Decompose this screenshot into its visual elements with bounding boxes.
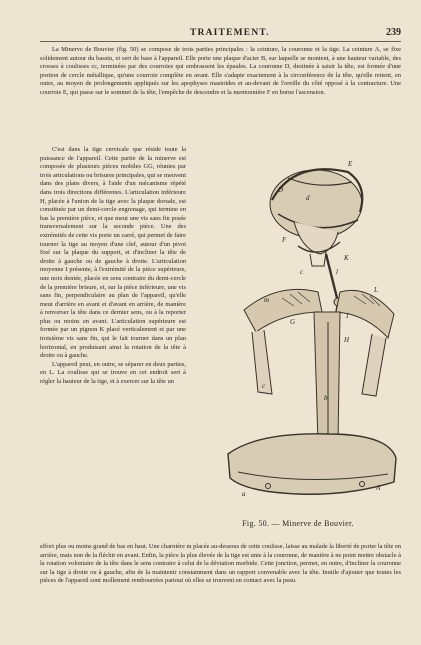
svg-text:E: E: [348, 160, 353, 168]
running-title: TRAITEMENT.: [190, 28, 270, 38]
svg-text:L: L: [374, 286, 378, 294]
svg-text:c: c: [300, 268, 304, 276]
svg-text:l: l: [336, 268, 338, 276]
figure-caption: Fig. 50. — Minerve de Bouvier.: [242, 519, 354, 528]
svg-text:G: G: [290, 318, 296, 326]
minerve-drawing: [198, 142, 398, 514]
page-number: 239: [386, 27, 401, 38]
svg-text:A: A: [376, 484, 381, 492]
paragraph: La Minerve de Bouvier (fig. 50) se compose de trois parties principales : la ceinture, la couronne et la tige. La ceinture A, se fixe solidement autour du bassin, et sert de base à l'appareil. Elle porte une plaque d'acier B, sur laquelle se montent, à une hauteur variable, des crosses à coulisses cc, terminées par des courroies qui embrassent les épaules. La couronne D, destinée à saisir la tête, est formée d'une portion de cercle métallique, qu'une courroie complète en avant. Elle s'adapte exactement à la circonférence de la tête, qu'elle retient, en outre, au moyen de prolongements appliqués sur les apophyses mastoïdes et au-devant de l'oreille du côté opposé à la contracture. Une courroie E, qui passe sur le sommet de la tête, l'empêche de descendre et la mentonnière F en borne l'ascension.: [40, 46, 401, 96]
running-header: [40, 28, 401, 40]
minerve-illustration: [198, 142, 398, 514]
svg-text:a: a: [242, 490, 246, 498]
svg-text:m: m: [264, 296, 270, 304]
paragraph: effort plus ou moins grand de bas en haut. Une charnière m placée au-dessous de cette coulisse, laisse au malade la liberté de porter la tête en arrière, mais non de la fléchir en avant. Enfin, la pièce la plus élevée de la tige est unie à la couronne, de manière à ne point mettre obstacle à la rotation volontaire de la tête dans le sens contraire à celui de la déviation morbide. Cette jonction, permet, en outre, d'incliner la couronne sur la tige à droite ou à gauche, afin de la maintenir constamment dans un rapport convenable avec la tête. Inutile d'ajouter que toutes les pièces de l'appareil sont mollement rembourrées partout où elles se trouvent en contact avec la peau.: [40, 543, 401, 585]
svg-text:H: H: [344, 336, 350, 344]
svg-text:I: I: [346, 312, 349, 320]
closing-paragraph-block: [40, 543, 401, 586]
svg-text:D: D: [278, 186, 284, 194]
svg-text:F: F: [282, 236, 287, 244]
svg-text:K: K: [344, 254, 349, 262]
paragraph: L'appareil peut, en outre, se séparer en deux parties, en L. La coulisse qui se trouve en cet endroit sert à régler la hauteur de la tige, et à exercer sur la tête un: [40, 360, 186, 386]
paragraph: C'est dans la tige cervicale que réside toute la puissance de l'appareil. Cette partie de la minerve est composée de plusieurs pièces mobiles GG, réunies par trois articulations ou brisures principales, qui se meuvent dans des plans divers, à l'aide d'un mécanisme répété dans trois directions différentes. L'articulation inférieure H, placée à l'union de la tige avec la plaque dorsale, est constituée par un demi-cercle engrenage, qui termine en bas la première pièce, et que meut une vis sans fin posée transversalement sur la seconde pièce. Une des extrémités de cette vis porte un carré, qui permet de faire tourner la tige au moyen d'une clef, autour d'un pivot fixé sur la plaque du support, et d'incliner la tête de droite à gauche ou de gauche à droite. L'articulation moyenne I présente, à l'extrémité de la pièce supérieure, une noix dentée, placée en sens contraire du demi-cercle de la première brisure, et, sur la pièce inférieure, une vis sans fin, perpendiculaire au plan de l'appareil, qu'elle meut d'arrière en avant et d'avant en arrière, de manière à renverser la tête dans ce dernier sens, ou à la reporter plus ou moins en avant. L'articulation supérieure est formée par un pignon K placé verticalement et par une troisième vis sans fin, qui le fait tourner dans un plan horizontal, en produisant ainsi la rotation de la tête à droite ou à gauche.: [40, 146, 186, 360]
svg-text:c: c: [262, 382, 266, 390]
header-rule: [40, 41, 401, 42]
svg-text:d: d: [306, 194, 310, 202]
left-column-text: [40, 146, 186, 387]
intro-paragraph-block: [40, 46, 401, 98]
svg-text:b: b: [324, 394, 328, 402]
